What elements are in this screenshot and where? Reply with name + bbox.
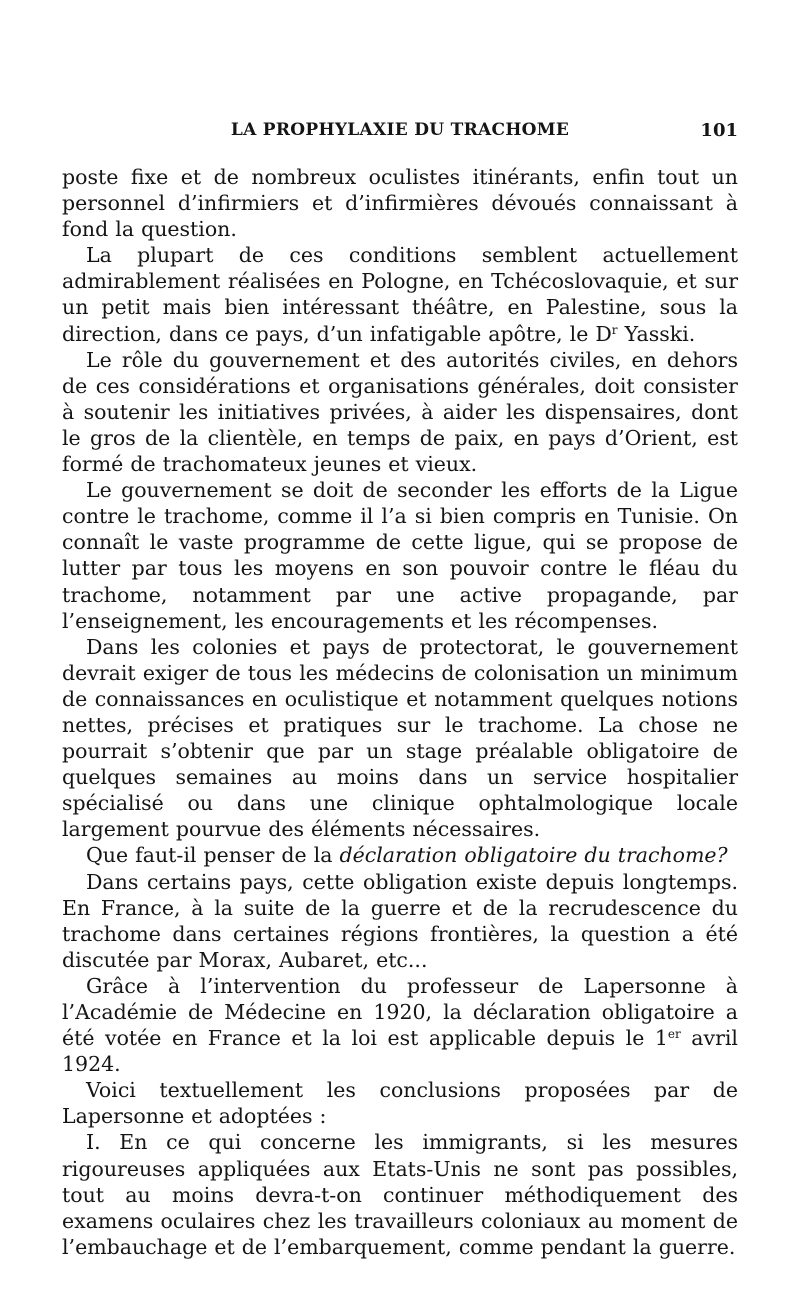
paragraph-6 xyxy=(62,842,738,868)
paragraph-2 xyxy=(62,242,738,346)
paragraph-2-superscript: r xyxy=(611,322,618,337)
running-header xyxy=(62,120,738,150)
paragraph-8-text: Grâce à l’intervention du professeur de Lapersonne à l’Académie de Médecine en 1920, la déclaration obligatoire a été votée en France et la loi est applicable depuis le 1 xyxy=(62,973,738,1051)
body-text xyxy=(62,164,738,1260)
paragraph-3: Le rôle du gouvernement et des autorités civiles, en dehors de ces considérations et organisations générales, doit consister à soutenir les initiatives privées, à aider les dispensaires, dont le gros de la clientèle, en temps de paix, en pays d’Orient, est formé de trachomateux jeunes et vieux. xyxy=(62,347,738,477)
paragraph-9: Voici textuellement les conclusions proposées par de Lapersonne et adoptées : xyxy=(62,1078,738,1129)
paragraph-7: Dans certains pays, cette obligation existe depuis longtemps. En France, à la suite de la guerre et de la recrudescence du trachome dans certaines régions frontières, la question a été discutée par Morax, Aubaret, etc... xyxy=(62,869,738,972)
paragraph-5: Dans les colonies et pays de protectorat, le gouvernement devrait exiger de tous les médecins de colonisation un minimum de connaissances en oculistique et notamment quelques notions nettes, précises et pratiques sur le trachome. La chose ne pourrait s’obtenir que par un stage préalable obligatoire de quelques semaines au moins dans un service hospitalier spécialisé ou dans une clinique ophtalmologique locale largement pourvue des éléments nécessaires. xyxy=(62,634,738,842)
paragraph-6-text: Que faut-il penser de la xyxy=(86,843,340,868)
paragraph-2-end: Yasski. xyxy=(617,321,696,346)
paragraph-8-superscript: er xyxy=(667,1027,681,1042)
paragraph-2-text: La plupart de ces conditions semblent actuellement admirablement réalisées en Pologne, en Tchécoslovaquie, et sur un petit mais bien intéressant théâtre, en Palestine, sous la direction, dans ce pays, d’un infatigable apôtre, le D xyxy=(62,243,738,346)
page-number: 101 xyxy=(700,120,738,141)
paragraph-10: I. En ce qui concerne les immigrants, si les mesures rigoureuses appliquées aux Etats-Unis ne sont pas possibles, tout au moins devra-t-on continuer méthodiquement des examens oculaires chez les travailleurs coloniaux au moment de l’embauchage et de l’embarquement, comme pendant la guerre. xyxy=(62,1130,738,1259)
paragraph-6-italic: déclaration obligatoire du trachome? xyxy=(339,843,728,868)
paragraph-8 xyxy=(62,973,738,1077)
paragraph-1: poste fixe et de nombreux oculistes itinérants, enfin tout un personnel d’infirmiers et d’infirmières dévoués connaissant à fond la question. xyxy=(62,165,738,242)
paragraph-8-end: avril 1924. xyxy=(62,1026,738,1077)
paragraph-4: Le gouvernement se doit de seconder les efforts de la Ligue contre le trachome, comme il l’a si bien compris en Tunisie. On connaît le vaste programme de cette ligue, qui se propose de lutter par tous les moyens en son pouvoir contre le fléau du trachome, notamment par une active propagande, par l’enseignement, les encouragements et les récompenses. xyxy=(62,478,738,633)
running-title: LA PROPHYLAXIE DU TRACHOME xyxy=(230,120,570,140)
